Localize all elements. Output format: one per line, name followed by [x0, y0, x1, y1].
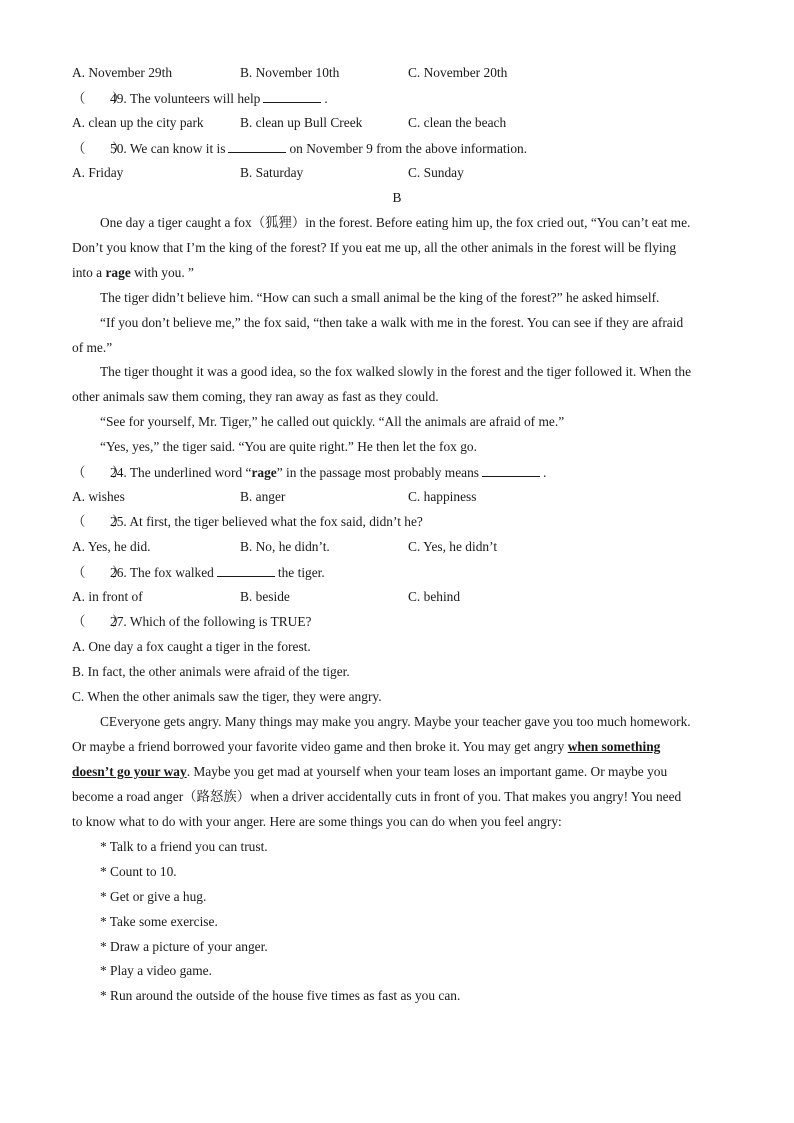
question-26: [72, 563, 722, 582]
keyword-rage: rage: [251, 465, 277, 480]
question-24: [72, 463, 722, 482]
option-a: A. clean up the city park: [72, 115, 204, 130]
passage-c-line3: [72, 763, 722, 781]
question-end: .: [324, 91, 328, 106]
passage-b-p4-line1: The tiger thought it was a good idea, so the fox walked slowly in the forest and the tiger followed it. When the: [100, 364, 692, 379]
option-c: C. Sunday: [408, 165, 464, 180]
keyword-rage: rage: [105, 265, 131, 280]
option-c: C. happiness: [408, 489, 477, 504]
passage-b-p3-line1: “If you don’t believe me,” the fox said, “then take a walk with me in the forest. You can see if they are afraid: [100, 315, 684, 330]
option-c: C. clean the beach: [408, 115, 507, 130]
option-b: B. beside: [240, 589, 290, 604]
text: into a: [72, 265, 103, 280]
option-c: C. Yes, he didn’t: [408, 539, 498, 554]
underlined-phrase: when something: [567, 739, 661, 754]
passage-c-line1: CEveryone gets angry. Many things may make you angry. Maybe your teacher gave you too much homework.: [100, 714, 691, 729]
option-b: B. November 10th: [240, 65, 340, 80]
passage-b-p3-line2: of me.”: [72, 340, 113, 355]
option-a: A. in front of: [72, 589, 143, 604]
option-a: A. November 29th: [72, 65, 173, 80]
question-text: 26. The fox walked: [110, 565, 214, 580]
option-a: A. Friday: [72, 165, 124, 180]
option-c: C. When the other animals saw the tiger, they were angry.: [72, 689, 382, 704]
question-text-cont: the tiger.: [277, 565, 325, 580]
underlined-phrase: doesn’t go your way: [72, 764, 187, 779]
question-text: 49. The volunteers will help: [110, 91, 261, 106]
list-item: * Get or give a hug.: [100, 889, 207, 904]
passage-b-p5: “See for yourself, Mr. Tiger,” he called out quickly. “All the animals are afraid of me.”: [100, 414, 565, 429]
option-a: A. One day a fox caught a tiger in the forest.: [72, 639, 311, 654]
answer-blank: [228, 139, 286, 153]
list-item: * Play a video game.: [100, 963, 212, 978]
option-b: B. No, he didn’t.: [240, 539, 330, 554]
question-text: 24. The underlined word “: [110, 465, 252, 480]
question-text-cont: ” in the passage most probably means: [276, 465, 480, 480]
passage-c-line4: become a road anger（路怒族）when a driver accidentally cuts in front of you. That makes you angry! You need: [72, 789, 682, 804]
answer-blank: [217, 563, 275, 577]
question-text: 25. At first, the tiger believed what the fox said, didn’t he?: [110, 514, 423, 529]
answer-blank: [263, 89, 321, 103]
text: . Maybe you get mad at yourself when your team loses an important game. Or maybe you: [186, 764, 668, 779]
passage-b-p4-line2: other animals saw them coming, they ran away as fast as they could.: [72, 389, 439, 404]
answer-paren: （ ）: [72, 91, 126, 106]
option-a: A. wishes: [72, 489, 125, 504]
text: with you. ”: [134, 265, 195, 280]
list-item: * Count to 10.: [100, 864, 177, 879]
question-50: [72, 139, 722, 158]
option-b: B. Saturday: [240, 165, 304, 180]
option-a: A. Yes, he did.: [72, 539, 151, 554]
list-item: * Run around the outside of the house five times as fast as you can.: [100, 988, 461, 1003]
passage-c-line2: [72, 738, 722, 756]
option-c: C. behind: [408, 589, 461, 604]
passage-b-p1-line3: [72, 264, 722, 282]
passage-c-line5: to know what to do with your anger. Here are some things you can do when you feel angry:: [72, 814, 562, 829]
question-25: [72, 513, 722, 531]
question-text-cont: on November 9 from the above information.: [289, 141, 528, 156]
passage-b-p1-line2: Don’t you know that I’m the king of the forest? If you eat me up, all the other animals in the forest will be flying: [72, 240, 677, 255]
answer-paren: （ ）: [72, 514, 126, 529]
question-end: .: [543, 465, 547, 480]
question-text: 50. We can know it is: [110, 141, 226, 156]
answer-paren: （ ）: [72, 565, 126, 580]
option-b: B. anger: [240, 489, 286, 504]
option-b: B. In fact, the other animals were afraid of the tiger.: [72, 664, 350, 679]
answer-paren: （ ）: [72, 614, 126, 629]
answer-paren: （ ）: [72, 141, 126, 156]
section-heading-b: B: [392, 190, 402, 205]
text: Or maybe a friend borrowed your favorite video game and then broke it. You may get angry: [72, 739, 565, 754]
question-49: [72, 89, 722, 108]
passage-b-p1-line1: One day a tiger caught a fox（狐狸）in the forest. Before eating him up, the fox cried out, “You can’t eat me.: [100, 215, 691, 230]
answer-blank: [482, 463, 540, 477]
option-b: B. clean up Bull Creek: [240, 115, 363, 130]
list-item: * Take some exercise.: [100, 914, 218, 929]
list-item: * Talk to a friend you can trust.: [100, 839, 268, 854]
answer-paren: （ ）: [72, 465, 126, 480]
question-27: [72, 613, 722, 631]
list-item: * Draw a picture of your anger.: [100, 939, 268, 954]
passage-b-p6: “Yes, yes,” the tiger said. “You are quite right.” He then let the fox go.: [100, 439, 477, 454]
passage-b-p2: The tiger didn’t believe him. “How can such a small animal be the king of the forest?” he asked himself.: [100, 290, 660, 305]
question-text: 27. Which of the following is TRUE?: [110, 614, 312, 629]
option-c: C. November 20th: [408, 65, 508, 80]
